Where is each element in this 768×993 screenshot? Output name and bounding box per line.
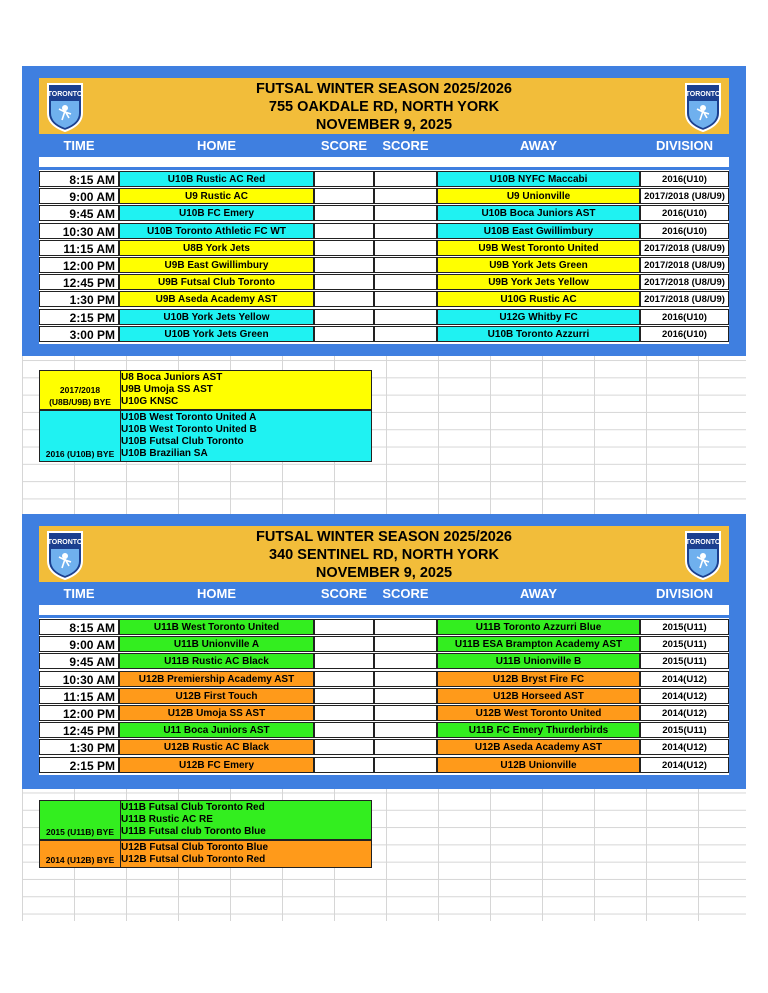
bye-group xyxy=(39,840,372,868)
column-time: TIME xyxy=(63,138,95,153)
bye-label: 2014 (U12B) BYE xyxy=(45,855,115,865)
bye-team: U12B Futsal Club Toronto Red xyxy=(121,854,266,865)
game-time: 9:00 AM xyxy=(39,636,119,652)
column-home: HOME xyxy=(197,138,236,153)
bye-group xyxy=(39,370,372,410)
game-time: 8:15 AM xyxy=(39,171,119,187)
logo-text: TORONTO xyxy=(685,539,721,546)
home-score-cell xyxy=(314,171,374,187)
home-team: U10B York Jets Green xyxy=(119,326,314,342)
home-team: U9B East Gwillimbury xyxy=(119,257,314,273)
division: 2015(U11) xyxy=(640,722,729,738)
game-time: 11:15 AM xyxy=(39,688,119,704)
game-time: 10:30 AM xyxy=(39,223,119,239)
bye-team: U11B Futsal Club Toronto Red xyxy=(121,802,265,813)
bye-team: U10B West Toronto United A xyxy=(121,412,257,423)
toronto-logo xyxy=(683,529,723,581)
home-score-cell xyxy=(314,223,374,239)
column-score-away: SCORE xyxy=(382,138,429,153)
away-team: U10B NYFC Maccabi xyxy=(437,171,640,187)
game-time: 10:30 AM xyxy=(39,671,119,687)
column-division: DIVISION xyxy=(655,138,714,153)
away-team: U11B Toronto Azzurri Blue xyxy=(437,619,640,635)
column-home: HOME xyxy=(197,586,236,601)
game-time: 1:30 PM xyxy=(39,291,119,307)
game-time: 12:00 PM xyxy=(39,257,119,273)
season-title: FUTSAL WINTER SEASON 2025/2026 xyxy=(256,81,512,97)
bye-team: U10B Brazilian SA xyxy=(121,448,208,459)
home-score-cell xyxy=(314,757,374,773)
column-away: AWAY xyxy=(519,138,558,153)
venue: 340 SENTINEL RD, NORTH YORK xyxy=(269,547,499,563)
home-score-cell xyxy=(314,671,374,687)
division: 2017/2018 (U8/U9) xyxy=(640,188,729,204)
home-score-cell xyxy=(314,722,374,738)
bye-team: U11B Futsal club Toronto Blue xyxy=(121,826,266,837)
bye-team: U10G KNSC xyxy=(121,396,179,407)
away-team: U9B York Jets Green xyxy=(437,257,640,273)
bye-label: 2017/2018 (U8B/U9B) BYE xyxy=(49,385,111,407)
schedule-oakdale xyxy=(22,66,746,356)
spacer-row xyxy=(39,605,729,615)
division: 2014(U12) xyxy=(640,671,729,687)
division: 2016(U10) xyxy=(640,171,729,187)
division: 2016(U10) xyxy=(640,223,729,239)
home-team: U12B Umoja SS AST xyxy=(119,705,314,721)
away-team: U9B West Toronto United xyxy=(437,240,640,256)
home-score-cell xyxy=(314,188,374,204)
game-time: 12:45 PM xyxy=(39,274,119,290)
bye-label: 2015 (U11B) BYE xyxy=(45,827,115,837)
game-date: NOVEMBER 9, 2025 xyxy=(315,117,453,133)
bye-team: U8 Boca Juniors AST xyxy=(121,372,223,383)
division: 2015(U11) xyxy=(640,619,729,635)
away-team: U12B Horseed AST xyxy=(437,688,640,704)
away-team: U12B Bryst Fire FC xyxy=(437,671,640,687)
away-score-cell xyxy=(374,240,437,256)
away-score-cell xyxy=(374,722,437,738)
bye-team: U11B Rustic AC RE xyxy=(121,814,213,825)
away-score-cell xyxy=(374,688,437,704)
home-team: U9B Futsal Club Toronto xyxy=(119,274,314,290)
division: 2016(U10) xyxy=(640,309,729,325)
game-time: 9:45 AM xyxy=(39,653,119,669)
away-team: U12G Whitby FC xyxy=(437,309,640,325)
away-team: U9B York Jets Yellow xyxy=(437,274,640,290)
header-text xyxy=(39,80,729,134)
away-score-cell xyxy=(374,326,437,342)
home-team: U11B West Toronto United xyxy=(119,619,314,635)
home-score-cell xyxy=(314,240,374,256)
division: 2016(U10) xyxy=(640,205,729,221)
bye-team: U10B Futsal Club Toronto xyxy=(121,436,244,447)
division: 2015(U11) xyxy=(640,653,729,669)
division: 2016(U10) xyxy=(640,326,729,342)
home-score-cell xyxy=(314,739,374,755)
away-score-cell xyxy=(374,291,437,307)
division: 2014(U12) xyxy=(640,688,729,704)
game-time: 12:45 PM xyxy=(39,722,119,738)
home-team: U12B Rustic AC Black xyxy=(119,739,314,755)
home-score-cell xyxy=(314,326,374,342)
away-score-cell xyxy=(374,739,437,755)
home-score-cell xyxy=(314,291,374,307)
away-score-cell xyxy=(374,705,437,721)
toronto-logo xyxy=(683,81,723,133)
game-time: 11:15 AM xyxy=(39,240,119,256)
away-score-cell xyxy=(374,757,437,773)
division: 2017/2018 (U8/U9) xyxy=(640,257,729,273)
away-score-cell xyxy=(374,671,437,687)
away-score-cell xyxy=(374,619,437,635)
away-team: U12B Unionville xyxy=(437,757,640,773)
column-division: DIVISION xyxy=(655,586,714,601)
home-score-cell xyxy=(314,653,374,669)
home-score-cell xyxy=(314,636,374,652)
game-time: 2:15 PM xyxy=(39,309,119,325)
away-score-cell xyxy=(374,274,437,290)
division: 2017/2018 (U8/U9) xyxy=(640,291,729,307)
home-team: U9B Aseda Academy AST xyxy=(119,291,314,307)
away-score-cell xyxy=(374,205,437,221)
home-team: U12B FC Emery xyxy=(119,757,314,773)
logo-text: TORONTO xyxy=(47,91,83,98)
home-team: U10B Rustic AC Red xyxy=(119,171,314,187)
header-text xyxy=(39,528,729,582)
column-away: AWAY xyxy=(519,586,558,601)
logo-text: TORONTO xyxy=(685,91,721,98)
home-team: U10B FC Emery xyxy=(119,205,314,221)
bye-team: U10B West Toronto United B xyxy=(121,424,257,435)
spacer-row xyxy=(39,157,729,167)
game-time: 12:00 PM xyxy=(39,705,119,721)
away-team: U10G Rustic AC xyxy=(437,291,640,307)
away-team: U11B ESA Brampton Academy AST xyxy=(437,636,640,652)
logo-text: TORONTO xyxy=(47,539,83,546)
away-team: U10B Boca Juniors AST xyxy=(437,205,640,221)
away-score-cell xyxy=(374,257,437,273)
game-time: 2:15 PM xyxy=(39,757,119,773)
division: 2017/2018 (U8/U9) xyxy=(640,274,729,290)
home-team: U11B Rustic AC Black xyxy=(119,653,314,669)
column-score-home: SCORE xyxy=(320,586,368,601)
division: 2014(U12) xyxy=(640,739,729,755)
schedule-header xyxy=(39,78,729,134)
home-score-cell xyxy=(314,705,374,721)
home-team: U12B Premiership Academy AST xyxy=(119,671,314,687)
division: 2014(U12) xyxy=(640,705,729,721)
away-score-cell xyxy=(374,188,437,204)
column-score-home: SCORE xyxy=(320,138,368,153)
home-team: U12B First Touch xyxy=(119,688,314,704)
season-title: FUTSAL WINTER SEASON 2025/2026 xyxy=(256,529,512,545)
away-team: U12B West Toronto United xyxy=(437,705,640,721)
away-score-cell xyxy=(374,636,437,652)
away-score-cell xyxy=(374,223,437,239)
bye-team: U12B Futsal Club Toronto Blue xyxy=(121,842,269,853)
venue: 755 OAKDALE RD, NORTH YORK xyxy=(268,99,500,115)
away-team: U9 Unionville xyxy=(437,188,640,204)
game-date: NOVEMBER 9, 2025 xyxy=(315,565,453,581)
schedule-sentinel xyxy=(22,514,746,789)
game-time: 9:00 AM xyxy=(39,188,119,204)
home-score-cell xyxy=(314,619,374,635)
home-score-cell xyxy=(314,309,374,325)
schedule-header xyxy=(39,526,729,582)
home-team: U10B Toronto Athletic FC WT xyxy=(119,223,314,239)
game-time: 3:00 PM xyxy=(39,326,119,342)
bye-group xyxy=(39,800,372,840)
away-team: U10B Toronto Azzurri xyxy=(437,326,640,342)
away-team: U10B East Gwillimbury xyxy=(437,223,640,239)
game-time: 8:15 AM xyxy=(39,619,119,635)
game-time: 9:45 AM xyxy=(39,205,119,221)
away-team: U11B FC Emery Thurderbirds xyxy=(437,722,640,738)
home-score-cell xyxy=(314,274,374,290)
away-score-cell xyxy=(374,309,437,325)
home-team: U11 Boca Juniors AST xyxy=(119,722,314,738)
division: 2015(U11) xyxy=(640,636,729,652)
column-time: TIME xyxy=(63,586,95,601)
away-team: U11B Unionville B xyxy=(437,653,640,669)
bye-group xyxy=(39,410,372,462)
bye-label: 2016 (U10B) BYE xyxy=(45,449,115,459)
home-team: U10B York Jets Yellow xyxy=(119,309,314,325)
home-team: U8B York Jets xyxy=(119,240,314,256)
home-score-cell xyxy=(314,688,374,704)
away-team: U12B Aseda Academy AST xyxy=(437,739,640,755)
game-time: 1:30 PM xyxy=(39,739,119,755)
bye-team: U9B Umoja SS AST xyxy=(121,384,213,395)
away-score-cell xyxy=(374,171,437,187)
home-team: U9 Rustic AC xyxy=(119,188,314,204)
division: 2017/2018 (U8/U9) xyxy=(640,240,729,256)
division: 2014(U12) xyxy=(640,757,729,773)
home-score-cell xyxy=(314,257,374,273)
column-score-away: SCORE xyxy=(382,586,429,601)
away-score-cell xyxy=(374,653,437,669)
home-team: U11B Unionville A xyxy=(119,636,314,652)
home-score-cell xyxy=(314,205,374,221)
